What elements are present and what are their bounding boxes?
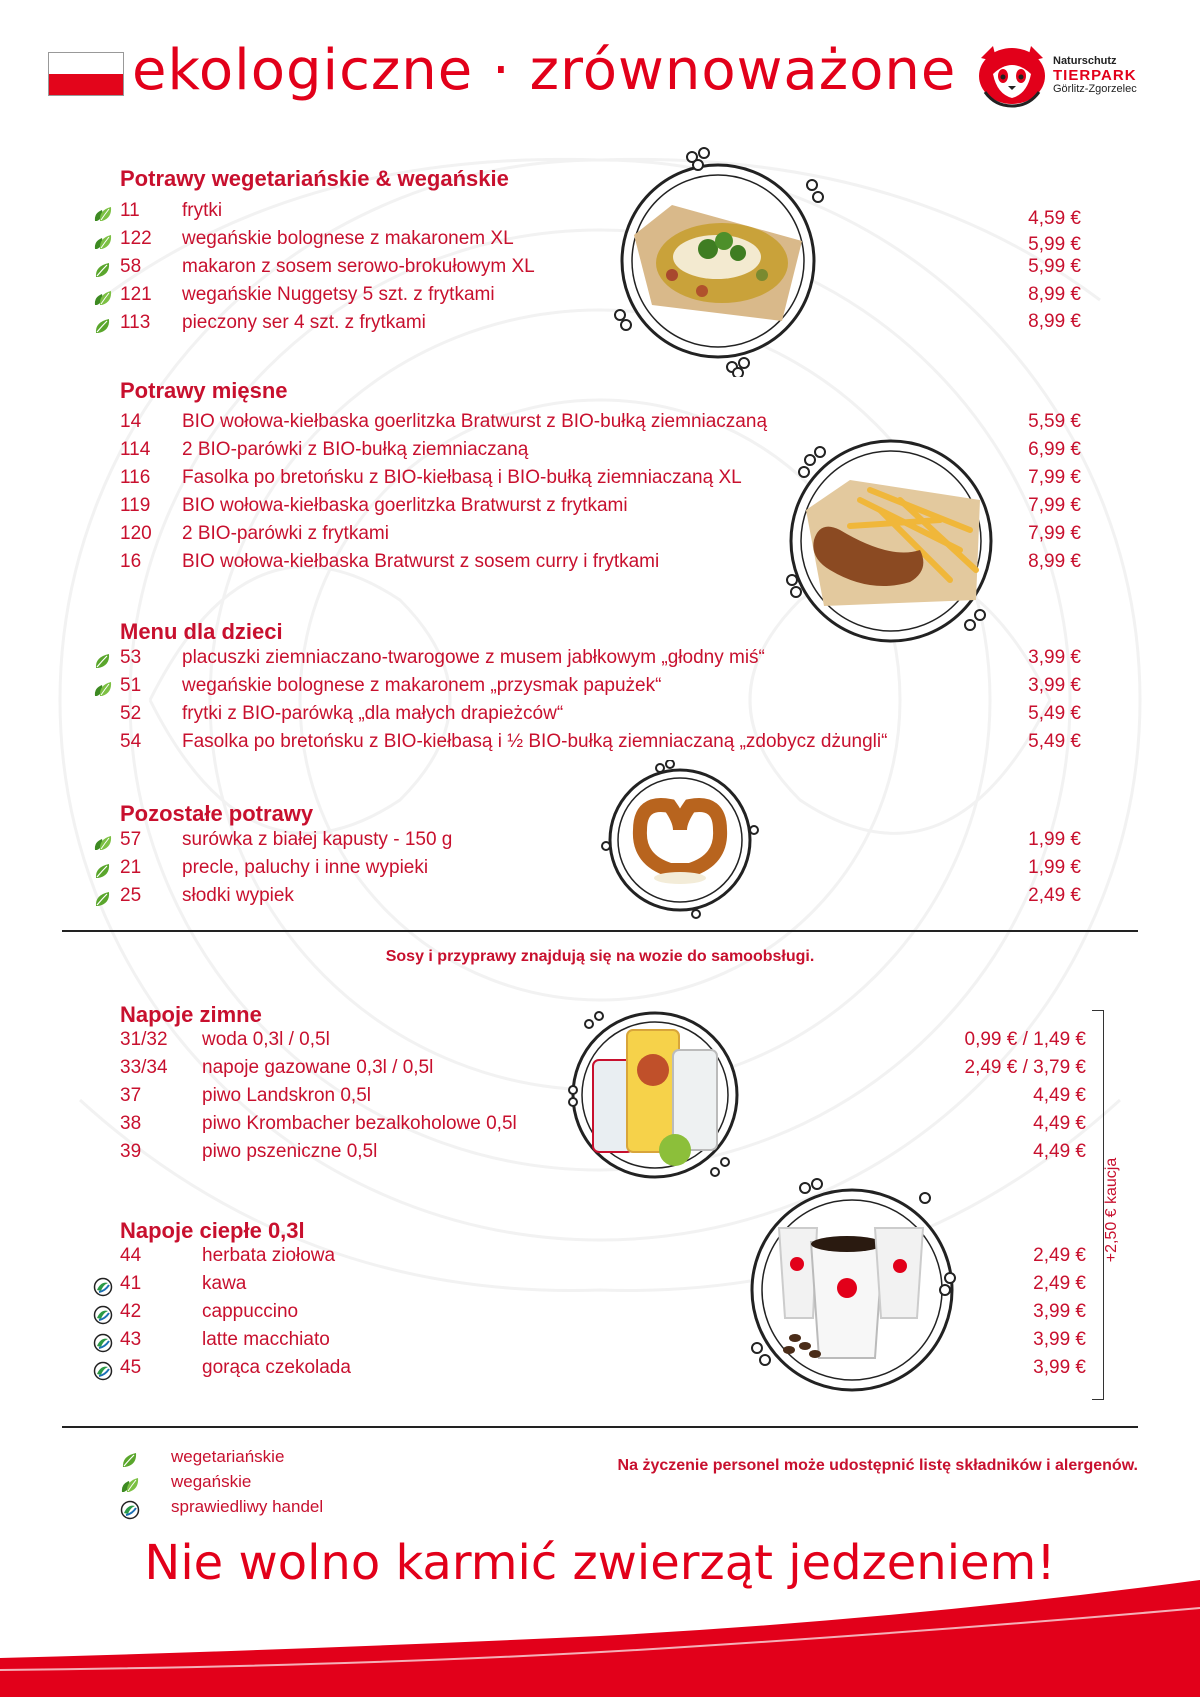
allergen-note: Na życzenie personel może udostępnić listę składników i alergenów. (617, 1457, 1138, 1474)
item-number: 113 (120, 312, 151, 333)
item-price: 2,49 € / 3,79 € (964, 1057, 1086, 1078)
item-number: 121 (120, 284, 152, 305)
menu-item (120, 675, 982, 701)
item-number: 44 (120, 1245, 142, 1266)
item-number: 114 (120, 439, 151, 460)
item-number: 45 (120, 1357, 142, 1378)
hot-drinks-photo (745, 1178, 960, 1403)
item-number: 43 (120, 1329, 142, 1350)
item-number: 31/32 (120, 1029, 168, 1050)
item-name: BIO wołowa-kiełbaska Bratwurst z sosem curry i frytkami (182, 551, 660, 572)
item-name: frytki z BIO-parówką „dla małych drapieżców“ (182, 703, 564, 724)
item-price: 2,49 € (1033, 1245, 1086, 1266)
item-price: 2,49 € (1033, 1273, 1086, 1294)
item-name: frytki (182, 200, 223, 221)
divider (62, 930, 1138, 932)
item-price: 7,99 € (1028, 467, 1081, 488)
menu-item (120, 523, 902, 549)
item-name: surówka z białej kapusty - 150 g (182, 829, 453, 850)
fairtrade-icon (93, 1333, 113, 1353)
section-title-kids: Menu dla dzieci (120, 619, 283, 644)
item-price: 4,49 € (1033, 1085, 1086, 1106)
red-panda-icon (975, 42, 1049, 108)
item-name: herbata ziołowa (202, 1245, 336, 1266)
menu-item (120, 551, 902, 577)
item-number: 39 (120, 1141, 142, 1162)
footer-wave (0, 1580, 1200, 1697)
section-title-meat: Potrawy mięsne (120, 378, 288, 403)
legend-label: wegetariańskie (171, 1447, 285, 1466)
vegetarian-icon (93, 861, 113, 881)
menu-item (120, 1085, 642, 1111)
item-price: 4,49 € (1033, 1113, 1086, 1134)
menu-item (120, 731, 982, 757)
menu-item (120, 1245, 502, 1271)
item-number: 37 (120, 1085, 142, 1106)
section-title-other: Pozostałe potrawy (120, 801, 314, 826)
vegan-icon (93, 833, 113, 853)
item-name: BIO wołowa-kiełbaska goerlitzka Bratwurst z BIO-bułką ziemniaczaną (182, 411, 768, 432)
menu-item (120, 284, 662, 310)
item-price: 5,49 € (1028, 703, 1081, 724)
item-name: piwo pszeniczne 0,5l (202, 1141, 378, 1162)
item-price: 1,99 € (1028, 857, 1081, 878)
menu-item (120, 200, 662, 226)
item-number: 58 (120, 256, 142, 277)
menu-item (120, 829, 602, 855)
menu-item (120, 647, 982, 673)
menu-item (120, 1141, 642, 1167)
item-price: 5,49 € (1028, 731, 1081, 752)
menu-item (120, 1029, 642, 1055)
item-price: 6,99 € (1028, 439, 1081, 460)
menu-item (120, 1329, 502, 1355)
menu-item (120, 1301, 502, 1327)
item-price: 5,99 € (1028, 234, 1081, 255)
item-name: cappuccino (202, 1301, 299, 1322)
item-price: 5,99 € (1028, 256, 1081, 277)
menu-item (120, 1273, 502, 1299)
item-price: 7,99 € (1028, 523, 1081, 544)
item-price: 2,49 € (1028, 885, 1081, 906)
item-name: kawa (202, 1273, 247, 1294)
item-price: 8,99 € (1028, 551, 1081, 572)
vegetarian-icon (93, 889, 113, 909)
item-number: 51 (120, 675, 142, 696)
fairtrade-icon (93, 1305, 113, 1325)
item-name: wegańskie bolognese z makaronem „przysmak papużek“ (182, 675, 662, 696)
item-price: 8,99 € (1028, 311, 1081, 332)
item-name: placuszki ziemniaczano-twarogowe z musem jabłkowym „głodny miś“ (182, 647, 765, 668)
item-price: 7,99 € (1028, 495, 1081, 516)
item-name: Fasolka po bretońsku z BIO-kiełbasą i BIO-bułką ziemniaczaną XL (182, 467, 742, 488)
menu-item (120, 256, 662, 282)
item-number: 116 (120, 467, 151, 488)
item-price: 8,99 € (1028, 284, 1081, 305)
item-name: precle, paluchy i inne wypieki (182, 857, 429, 878)
section-title-vegetarian-vegan: Potrawy wegetariańskie & wegańskie (120, 166, 509, 191)
item-number: 57 (120, 829, 142, 850)
item-number: 52 (120, 703, 142, 724)
vegan-icon (93, 204, 113, 224)
item-price: 3,99 € (1028, 675, 1081, 696)
item-price: 1,99 € (1028, 829, 1081, 850)
menu-item (120, 411, 902, 437)
item-price: 3,99 € (1033, 1301, 1086, 1322)
item-number: 41 (120, 1273, 142, 1294)
item-price: 5,59 € (1028, 411, 1081, 432)
item-number: 33/34 (120, 1057, 168, 1078)
item-number: 11 (120, 200, 140, 221)
item-name: Fasolka po bretońsku z BIO-kiełbasą i ½ BIO-bułką ziemniaczaną „zdobycz dżungli“ (182, 731, 888, 752)
section-title-hot-drinks: Napoje ciepłe 0,3l (120, 1218, 305, 1243)
menu-item (120, 495, 902, 521)
legend-label: sprawiedliwy handel (171, 1497, 324, 1516)
polish-flag (48, 52, 124, 96)
section-title-cold-drinks: Napoje zimne (120, 1002, 262, 1027)
vegetarian-icon (120, 1450, 140, 1470)
item-price: 4,49 € (1033, 1141, 1086, 1162)
vegan-icon (93, 679, 113, 699)
item-name: piwo Landskron 0,5l (202, 1085, 371, 1106)
item-number: 119 (120, 495, 151, 516)
item-price: 3,99 € (1028, 647, 1081, 668)
item-name: 2 BIO-parówki z frytkami (182, 523, 389, 544)
item-number: 53 (120, 647, 142, 668)
vegetarian-icon (93, 651, 113, 671)
item-name: BIO wołowa-kiełbaska goerlitzka Bratwurst z frytkami (182, 495, 628, 516)
menu-item (120, 467, 902, 493)
deposit-note: +2,50 € kaucja (1103, 1157, 1120, 1263)
item-price: 0,99 € / 1,49 € (964, 1029, 1086, 1050)
logo-line-2: TIERPARK (1053, 67, 1137, 84)
item-name: gorąca czekolada (202, 1357, 351, 1378)
vegan-icon (93, 232, 113, 252)
item-number: 25 (120, 885, 142, 906)
item-number: 42 (120, 1301, 142, 1322)
item-name: wegańskie Nuggetsy 5 szt. z frytkami (182, 284, 495, 305)
vegan-icon (93, 288, 113, 308)
item-name: 2 BIO-parówki z BIO-bułką ziemniaczaną (182, 439, 529, 460)
menu-item (120, 1357, 502, 1383)
item-price: 3,99 € (1033, 1329, 1086, 1350)
item-price: 4,59 € (1028, 208, 1081, 229)
item-name: wegańskie bolognese z makaronem XL (182, 228, 514, 249)
slogan: Nie wolno karmić zwierząt jedzeniem! (144, 1535, 1056, 1591)
item-number: 16 (120, 551, 142, 572)
page-title: ekologiczne · zrównoważone (132, 38, 957, 103)
pretzel-photo (600, 760, 760, 920)
item-price: 3,99 € (1033, 1357, 1086, 1378)
vegan-icon (120, 1475, 140, 1495)
item-number: 21 (120, 857, 142, 878)
menu-item (120, 312, 662, 338)
vegetarian-icon (93, 316, 113, 336)
item-number: 122 (120, 228, 152, 249)
item-name: napoje gazowane 0,3l / 0,5l (202, 1057, 434, 1078)
item-name: woda 0,3l / 0,5l (202, 1029, 330, 1050)
item-name: pieczony ser 4 szt. z frytkami (182, 312, 426, 333)
item-number: 120 (120, 523, 152, 544)
divider (62, 1426, 1138, 1428)
menu-item (120, 439, 902, 465)
fairtrade-icon (93, 1361, 113, 1381)
item-name: latte macchiato (202, 1329, 330, 1350)
menu-item (120, 228, 662, 254)
menu-item (120, 703, 982, 729)
tierpark-logo (975, 42, 1165, 108)
menu-item (120, 857, 602, 883)
menu-item (120, 1057, 642, 1083)
vegetarian-icon (93, 260, 113, 280)
logo-line-3: Görlitz-Zgorzelec (1053, 83, 1137, 95)
menu-item (120, 885, 602, 911)
fairtrade-icon (93, 1277, 113, 1297)
legend-label: wegańskie (171, 1472, 252, 1491)
menu-item (120, 1113, 642, 1139)
item-name: piwo Krombacher bezalkoholowe 0,5l (202, 1113, 517, 1134)
logo-line-1: Naturschutz (1053, 55, 1117, 67)
item-number: 38 (120, 1113, 142, 1134)
item-name: makaron z sosem serowo-brokułowym XL (182, 256, 535, 277)
sauces-note: Sosy i przyprawy znajdują się na wozie do samoobsługi. (385, 948, 815, 965)
item-number: 54 (120, 731, 142, 752)
fairtrade-icon (120, 1500, 140, 1520)
item-name: słodki wypiek (182, 885, 294, 906)
item-number: 14 (120, 411, 142, 432)
